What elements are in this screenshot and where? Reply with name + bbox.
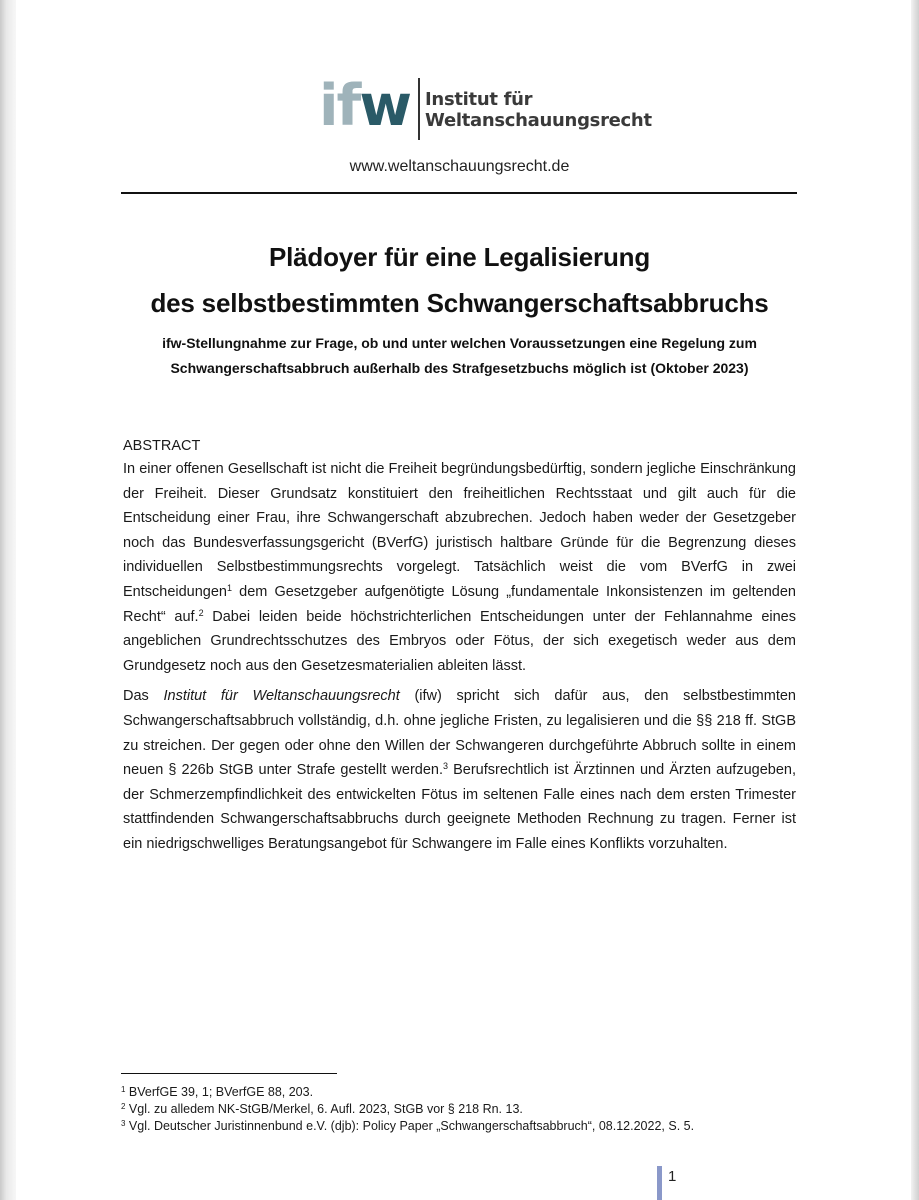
logo-wordmark [425,78,652,131]
header-divider [121,192,797,194]
page-number: 1 [668,1168,677,1185]
footnote-number: 1 [121,1085,126,1094]
footnote-2 [121,1101,694,1118]
abstract-paragraph-1 [123,457,796,678]
footnote-number: 2 [121,1102,126,1111]
logo-mark-i: i [319,73,337,139]
footnote-divider [121,1073,337,1074]
abstract-section [123,436,796,857]
p1-text-c: Dabei leiden beide höchstrichterlichen Entscheidungen unter der Fehlannahme eines angeblichen Grundrechtsschutzes des Embryos oder Fötus, der sich exegetisch weder aus dem Grundgesetz noch aus den Gesetzesmaterialien ableiten lässt. [123,608,796,674]
ifw-logo-mark [319,73,411,139]
subtitle-line-1: ifw-Stellungnahme zur Frage, ob und unter welchen Voraussetzungen eine Regelung zum [162,335,757,351]
p1-text-b: dem Gesetzgeber aufgenötigte Lösung „fundamentale Inkonsistenzen im geltenden Recht“ auf. [123,583,796,625]
footnote-ref-3: 3 [443,761,449,772]
abstract-heading: ABSTRACT [123,438,201,454]
logo-line-2: Weltanschauungsrecht [425,110,652,131]
logo-line-1: Institut für [425,89,533,110]
footnote-ref-2: 2 [198,607,204,618]
logo-divider [418,78,420,140]
document-title-line-1: Plädoyer für eine Legalisierung [268,242,651,272]
ifw-logo [319,73,652,144]
logo-mark-f: f [336,73,360,139]
p2-text-a: Das [123,688,164,705]
p2-institute-name: Institut für Weltanschauungsrecht [163,688,400,705]
footnote-3 [121,1118,694,1135]
logo-mark-w: w [359,73,411,139]
footnote-text: Vgl. zu alledem NK-StGB/Merkel, 6. Aufl. 2023, StGB vor § 218 Rn. 13. [125,1102,523,1116]
website-url: www.weltanschauungsrecht.de [349,158,570,175]
footnote-text: Vgl. Deutscher Juristinnenbund e.V. (djb): Policy Paper „Schwangerschaftsabbruch“, 08.12.2022, S. 5. [125,1119,695,1133]
footnote-text: BVerfGE 39, 1; BVerfGE 88, 203. [125,1085,314,1099]
footnote-number: 3 [121,1119,126,1128]
footnotes [121,1084,694,1135]
page-number-marker [657,1166,662,1200]
subtitle-line-2: Schwangerschaftsabbruch außerhalb des Strafgesetzbuchs möglich ist (Oktober 2023) [170,360,749,376]
footnote-1 [121,1084,694,1101]
page-edge-left [0,0,16,1200]
p2-text-b: (ifw) spricht sich dafür aus, den selbstbestimmten Schwangerschaftsabbruch vollständig, d.h. ohne jegliche Fristen, zu legalisieren und die §§ 218 ff. StGB zu streichen. Der gegen oder ohne den Willen der Schwangeren durchgeführte Abbruch sollte in einem neuen § 226b StGB unter Strafe gestellt werden. [123,688,796,779]
page-edge-right [911,0,919,1200]
p2-text-c: Berufsrechtlich ist Ärztinnen und Ärzten aufzugeben, der Schmerzempfindlichkeit des entwickelten Fötus im seltenen Falle eines nach dem ersten Trimester stattfindenden Schwangerschaftsabbruchs durch geeignete Methoden Rechnung zu tragen. Ferner ist ein niedrigschwelliges Beratungsangebot für Schwangere im Falle eines Konflikts vorzuhalten. [123,762,796,852]
document-subtitle [0,331,919,381]
p1-text-a: In einer offenen Gesellschaft ist nicht die Freiheit begründungsbedürftig, sondern jegliche Einschränkung der Freiheit. Dieser Grundsatz konstituiert den freiheitlichen Rechtsstaat und gilt auch für die Entscheidung einer Frau, ihre Schwangerschaft abzubrechen. Jedoch haben weder der Gesetzgeber noch das Bundesverfassungsgericht (BVerfG) juristisch haltbare Gründe für die Begrenzung dieses individuellen Selbstbestimmungsrechts vorgelegt. Tatsächlich weist die vom BVerfG in zwei Entscheidungen [123,461,796,600]
abstract-paragraph-2 [123,684,796,856]
document-title-line-2: des selbstbestimmten Schwangerschaftsabbruchs [150,288,769,318]
footnote-ref-1: 1 [227,582,233,593]
